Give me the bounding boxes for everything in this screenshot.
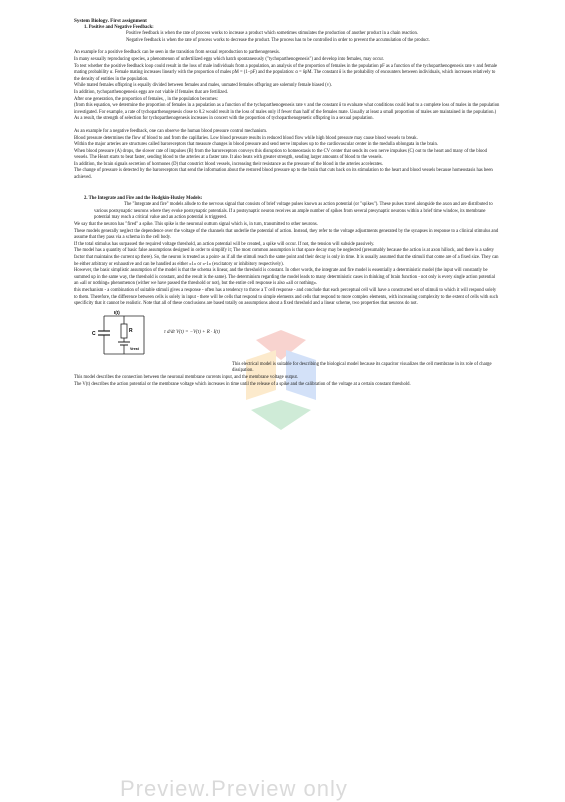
negative-feedback-example xyxy=(74,129,500,182)
paragraph: In addition, tychoparthenogenesis eggs are not viable if females that are fertilized. xyxy=(74,89,228,95)
paragraph: As an example for a negative feedback, one can observe the human blood pressure control mechanism. xyxy=(74,128,268,134)
circuit-caption: This electrical model is suitable for describing the biological model because its capacitor visualizes the cell membrane in its role of charge dissipation. xyxy=(232,361,492,374)
paragraph: These models generally neglect the dependence over the voltage of the channels that underlie the potential of action. Instead, they refer to the voltage adjustments generated by the synapses in response to a clinical stimulus and assume that they pass via a schema in the cell body. xyxy=(74,228,499,241)
paragraph: this mechanism - a combination of suitable stimuli gives a response - often has a tendency to throw a T cell response - and conclude that each perceptual cell will have a constructed set of stimuli to which it will respond solely to them. Therefore, the difference between cells is solely in input - there will be cells that respond to simple elements and cells that respond to more complex elements, with increasing complexity to the extent of cells with such specificity that it cannot be realistic. Note that all of these conclusions are based totally on assumptions about a fixed threshold and a linear scheme, two properties that neurons do not. xyxy=(74,287,499,307)
paragraph: This model describes the connection between the neuronal membrane currents input, and the membrane voltage output. xyxy=(74,374,299,380)
negative-feedback-definition: Negative feedback is when the rate of process works to decrease the product. The process has to be controlled in order to prevent the accumulation of the product. xyxy=(126,37,430,43)
document-page xyxy=(74,18,500,388)
document-title: System Biology. First assignment xyxy=(74,18,147,24)
paragraph: Within the major arteries are structures called baroreceptors that measure changes in blood pressure and send nerve impulses up to the cardiovascular center in the medulla oblongata in the brain. xyxy=(74,142,439,148)
positive-feedback-example xyxy=(74,50,500,123)
positive-feedback-definition: Positive feedback is when the rate of process works to increase a product which sometimes stimulates the production of another product in a chain reaction. xyxy=(126,31,418,37)
paragraph: However, the basic simplistic assumption of the model is that the schema is linear, and the threshold is constant. In other words, the integrate and fire model is essentially a deterministic model (the input will constantly be summed up in the same way, the threshold is constant, and the result is the same). The determinism regarding the model leads to many deterministic cases in thinking of brain function - not only is every single action potential an «all or nothing» phenomenon (wither we have passed the threshold or not), but the entire cell response is also «all or nothing». xyxy=(74,268,495,287)
paragraph: In addition, the brain signals secretion of hormones (D) that constrict blood vessels, increasing their resistance as the pressure of the blood in the arteries accelerates. xyxy=(74,161,384,167)
paragraph: The change of pressure is detected by the baroreceptors that send the information about the restored blood pressure up to the brain that cuts back on its stimulation to the heart and blood vessels because homeostasis has been achieved. xyxy=(74,168,493,181)
rc-circuit-diagram xyxy=(84,310,154,360)
paragraph: The model has a quantity of basic false assumptions designed in order to simplify it; The most common assumption is that space decay may be neglected (presumably because the action is at axon hillock, and there is a safety factor that maintains the current up there). So, the neuron is treated as a point- as if all the stimuli reach the same point and their decay is only in time. It is usually assumed that the stimuli that come are of a fixed size. They can be either arbitrary or exhaustive and can be handled as either «1» or «-1» (excitatory or inhibitory respectively). xyxy=(74,248,499,267)
paragraph: When blood pressure (A) drops, the slower rate of impulses (B) from the baroreceptors conveys this disruption to homeostasis to the CV center that sends its own nerve impulses (C) out to the heart and many of the blood vessels. The Heart starts to beat faster, sending blood to the arteries at a faster rate. It also beats with greater strength, sending larger amounts of blood to the vessels. xyxy=(74,148,487,161)
paragraph: In many sexually reproducing species, a phenomenon of unfertilized eggs which hatch spontaneously ("tychoparthenogenesis") and develop into females, may occur. xyxy=(74,56,384,62)
paragraph: If the total stimulus has surpassed the required voltage threshold, an action potential will be created, a spike will occur. If not, the tension will subside passively. xyxy=(74,241,375,247)
paragraph: While mated females offspring is equally divided between females and males, unmated females offspring are solemnly female biased (v). xyxy=(74,83,332,89)
integrate-fire-body xyxy=(74,222,500,308)
paragraph: To test whether the positive feedback loop could result in the loss of male individuals from a population, an analysis of the proportion of females in the population pF as a function of the tychoparthenogenesis rate v and female mating probability α. Female mating increases linearly with the proportion of males pM = (1−pF) and the population: α = δpM. The constant δ is the probability of encounters between individuals, which increases relatively to the density of entities in the population. xyxy=(74,63,498,82)
resistor-label: R xyxy=(129,327,133,334)
paragraph: An example for a positive feedback can be seen in the transition from sexual reproduction to parthenogenesis. xyxy=(74,50,281,56)
paragraph: We say that the neuron has "fired" a spike. This spike is the neuronal outturn signal which is, in turn, transmitted to other neurons. xyxy=(74,222,318,228)
paragraph: After one generation, the proportion of females, , in the population becomes: xyxy=(74,96,218,102)
section-2-title: 2. The Integrate and Fire and the Hodgkin-Huxley Models: xyxy=(84,195,203,201)
section-1-title: 1. Positive and Negative Feedback: xyxy=(84,24,154,30)
integrate-fire-intro: The "Integrate and fire" models allude to the nervous signal that consists of brief voltage pulses known as action potential (or "spikes"). These pulses travel alongside the axon and are distributed to various postsynaptic neurons where they evoke postsynaptic potentials. If a postsynaptic neuron receives an ample number of spikes from several presynaptic neurons within a brief time window, its membrane potential may reach a critical value and an action potential is triggered. xyxy=(94,202,493,221)
capacitor-label: C xyxy=(92,330,96,337)
paragraph: As a result, the strength of selection for tychoparthenogenesis increases in concert with the proportion of tychoparthenogenetic offspring in a sexual population. xyxy=(74,116,374,122)
current-label: I(t) xyxy=(114,309,120,315)
paragraph: Blood pressure determines the flow of blood to and from the capillaries. Low blood pressure results in reduced blood flow while high blood pressure may cause blood vessels to break. xyxy=(74,135,418,141)
circuit-figure xyxy=(84,310,500,362)
paragraph: The V(t) describes the action potential or the membrane voltage which increases in time until the release of a spike and the calibration of the voltage at a certain constant threshold. xyxy=(74,381,411,387)
membrane-equation: τ d/dt V(t) = −V(t) + R · I(t) xyxy=(164,329,220,335)
vrest-label: Vrest xyxy=(130,346,139,351)
preview-watermark: Preview.Preview only xyxy=(120,776,348,801)
paragraph: (from this equation, we determine the proportion of females in a population as a function of the tychoparthenogenesis rate v and the constant δ to evaluate what conditions could lead to a complete loss of males in the population investigated. For example, a rate of tychoparthenogenesis close to 0.2 would result in the loss of males only if fewer than half of the females mate. Usually at least a small proportion of males are maintained in the population.) xyxy=(74,103,500,115)
